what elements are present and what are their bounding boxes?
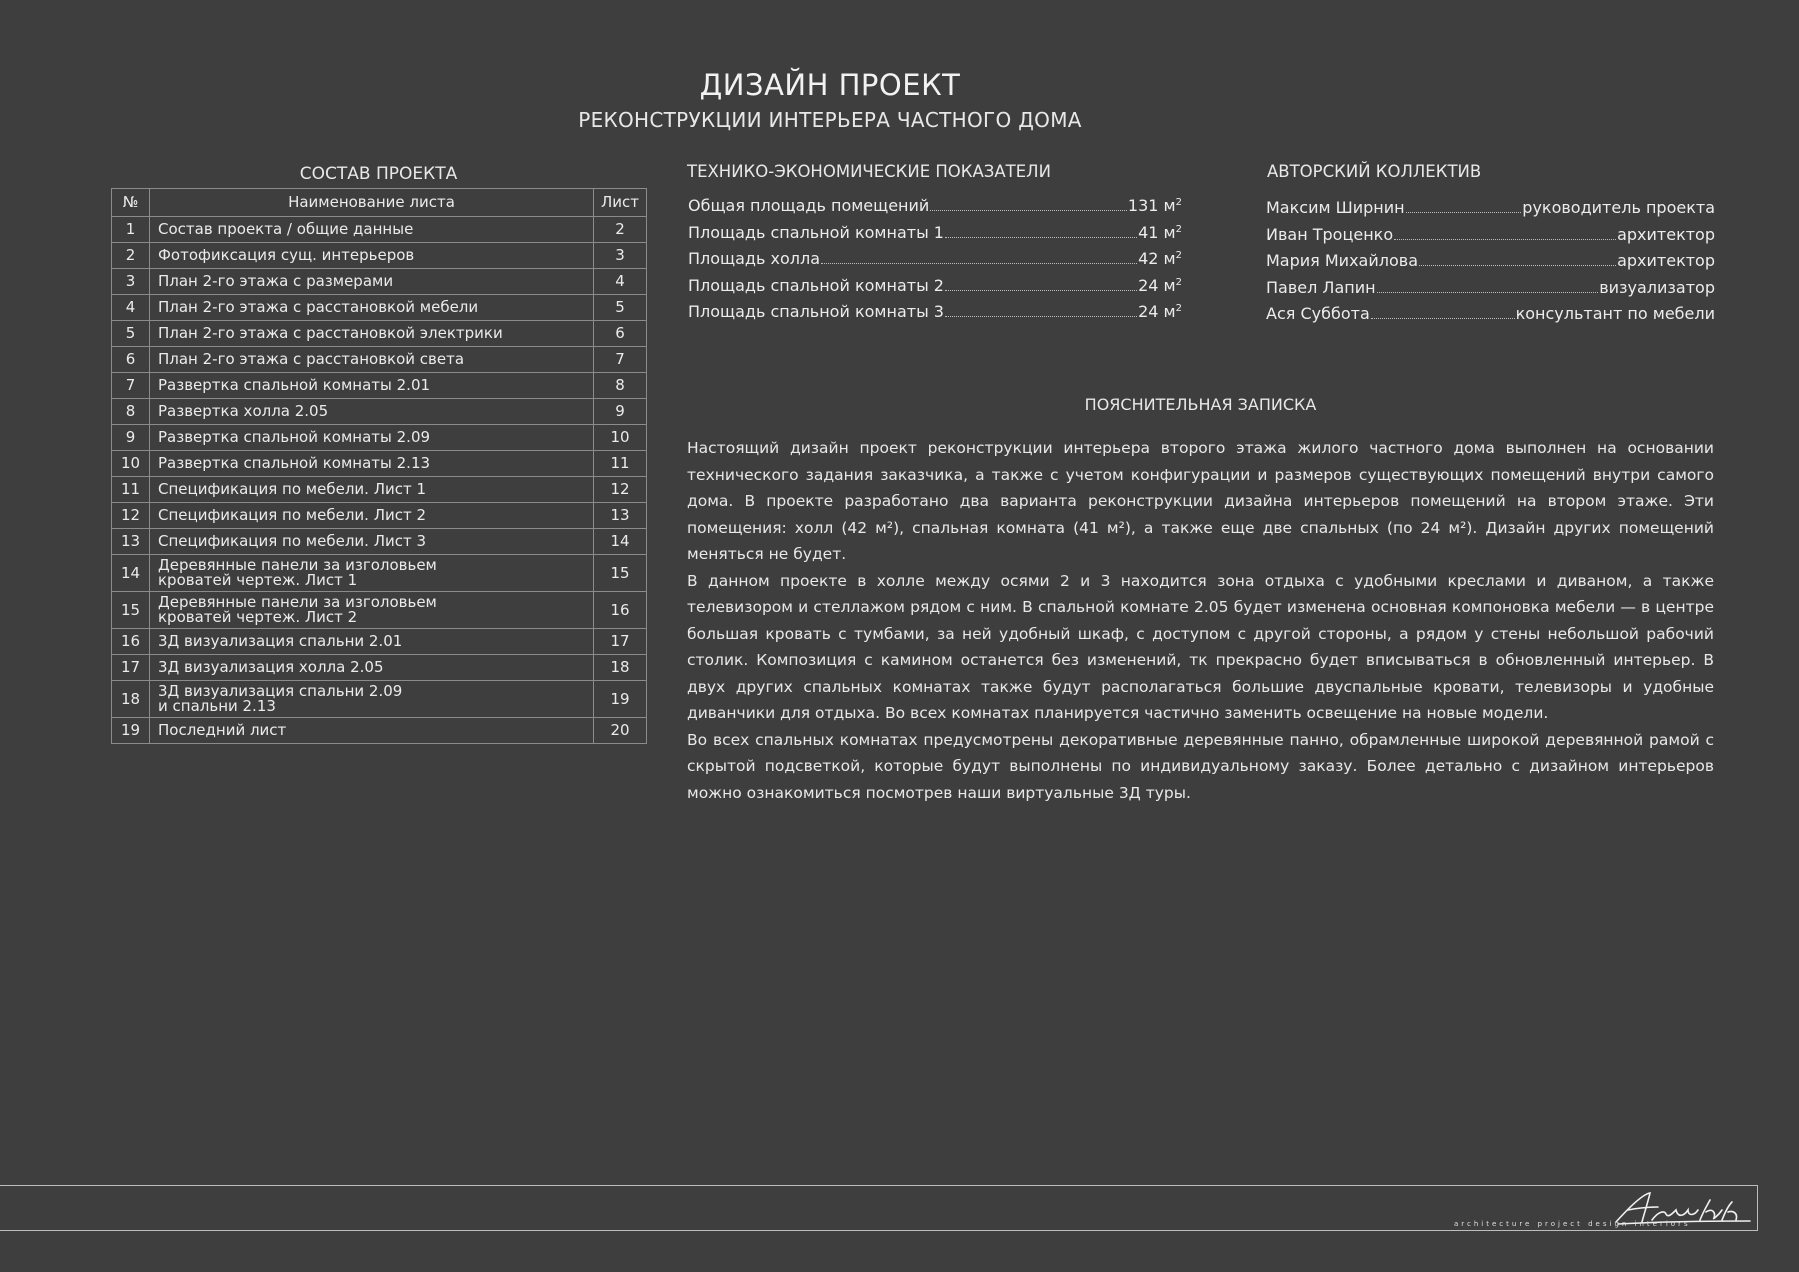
row-sheet-name-line: Спецификация по мебели. Лист 1 (158, 480, 427, 498)
indicator-label: Площадь спальной комнаты 2 (688, 275, 944, 295)
author-name: Ася Суббота (1266, 304, 1370, 323)
table-row (112, 629, 647, 655)
row-number: 15 (112, 592, 150, 629)
indicator-number: 24 (1138, 302, 1159, 321)
row-number: 13 (112, 529, 150, 555)
row-sheet-number: 5 (594, 295, 647, 321)
indicators-heading: ТЕХНИКО-ЭКОНОМИЧЕСКИЕ ПОКАЗАТЕЛИ (687, 162, 1051, 181)
row-sheet-name-line: Развертка холла 2.05 (158, 402, 329, 420)
indicator-label: Общая площадь помещений (688, 196, 930, 215)
row-sheet-number: 4 (594, 269, 647, 295)
table-row (112, 347, 647, 373)
table-row (112, 555, 647, 592)
row-sheet-number: 8 (594, 373, 647, 399)
table-row (112, 243, 647, 269)
contents-heading: СОСТАВ ПРОЕКТА (299, 164, 458, 184)
unit-power: 2 (1175, 303, 1182, 314)
indicator-number: 131 (1127, 196, 1159, 215)
row-sheet-name (150, 529, 594, 555)
indicator-unit: м (1163, 249, 1176, 268)
row-sheet-name (150, 399, 594, 425)
row-sheet-name-line: Спецификация по мебели. Лист 2 (158, 506, 427, 524)
table-row (112, 399, 647, 425)
table-row (112, 373, 647, 399)
row-sheet-number: 15 (594, 555, 647, 592)
indicator-row (688, 249, 1182, 276)
indicator-unit: м (1163, 302, 1176, 321)
row-sheet-number: 10 (594, 425, 647, 451)
indicator-value (1138, 302, 1182, 321)
note-paragraph: В данном проекте в холле между осями 2 и 3 находится зона отдыха с удобными креслами и диваном, а также телевизором и стеллажом рядом с ним. В спальной комнате 2.05 будет изменена основная компоновка мебели — в центре большая кровать с тумбами, за ней удобный шкаф, с доступом с другой стороны, а рядом у стены небольшой рабочий столик. Композиция с камином останется без изменений, тк прекрасно будет вписываться в обновленный интерьер. В двух других спальных комнатах также будут располагаться большие двуспальные кровати, телевизоры и удобные диванчики для отдыха. Во всех комнатах планируется частично заменить освещение на новые модели. (687, 571, 1714, 722)
row-sheet-number: 13 (594, 503, 647, 529)
row-sheet-name-line: Спецификация по мебели. Лист 3 (158, 532, 427, 550)
row-sheet-name-line: Деревянные панели за изголовьем (158, 556, 437, 574)
author-row (1266, 304, 1715, 331)
row-number: 3 (112, 269, 150, 295)
row-number: 7 (112, 373, 150, 399)
indicator-value (1128, 196, 1182, 215)
row-sheet-name-line: Деревянные панели за изголовьем (158, 593, 437, 611)
row-number: 16 (112, 629, 150, 655)
row-sheet-name (150, 347, 594, 373)
row-sheet-name (150, 373, 594, 399)
table-row (112, 592, 647, 629)
contents-table (111, 188, 647, 744)
column-header-number: № (112, 189, 150, 217)
dot-leader (1394, 239, 1616, 240)
row-sheet-number: 17 (594, 629, 647, 655)
row-number: 14 (112, 555, 150, 592)
row-number: 12 (112, 503, 150, 529)
indicator-row (688, 223, 1182, 250)
row-sheet-name-line: 3Д визуализация спальни 2.01 (158, 632, 403, 650)
author-role: архитектор (1617, 224, 1715, 244)
indicator-label: Площадь холла (688, 249, 821, 268)
row-sheet-name-line2: кроватей чертеж. Лист 1 (158, 571, 358, 589)
row-number: 18 (112, 681, 150, 718)
author-name: Иван Троценко (1266, 224, 1394, 244)
indicator-unit: м (1163, 222, 1176, 242)
row-sheet-name-line: Последний лист (158, 721, 287, 739)
author-row (1266, 225, 1715, 252)
table-row (112, 321, 647, 347)
column-header-name: Наименование листа (150, 189, 594, 217)
row-sheet-name-line: Фотофиксация сущ. интерьеров (158, 246, 415, 264)
author-role: руководитель проекта (1522, 198, 1715, 217)
table-row (112, 425, 647, 451)
row-sheet-name (150, 243, 594, 269)
row-sheet-number: 14 (594, 529, 647, 555)
authors-heading: АВТОРСКИЙ КОЛЛЕКТИВ (1267, 162, 1482, 181)
indicators-list (688, 196, 1182, 329)
author-role: консультант по мебели (1515, 304, 1715, 323)
table-row (112, 529, 647, 555)
row-sheet-name-line: План 2-го этажа с расстановкой электрики (158, 324, 503, 342)
row-sheet-name (150, 217, 594, 243)
dot-leader (1419, 265, 1616, 266)
row-number: 17 (112, 655, 150, 681)
row-sheet-number: 7 (594, 347, 647, 373)
dot-leader (1371, 318, 1515, 319)
indicator-value (1138, 223, 1182, 242)
author-name: Мария Михайлова (1266, 251, 1418, 270)
row-sheet-name-line: План 2-го этажа с расстановкой света (158, 350, 465, 368)
row-sheet-name-line: План 2-го этажа с расстановкой мебели (158, 298, 479, 316)
row-sheet-name-line: План 2-го этажа с размерами (158, 272, 394, 290)
indicator-row (688, 276, 1182, 303)
dot-leader (945, 316, 1137, 317)
row-number: 11 (112, 477, 150, 503)
table-row (112, 655, 647, 681)
row-number: 8 (112, 399, 150, 425)
row-number: 2 (112, 243, 150, 269)
row-sheet-name (150, 503, 594, 529)
row-sheet-name (150, 629, 594, 655)
indicator-unit: м (1163, 275, 1176, 295)
row-number: 5 (112, 321, 150, 347)
row-sheet-name (150, 321, 594, 347)
authors-list (1266, 198, 1715, 331)
indicator-label: Площадь спальной комнаты 1 (688, 222, 944, 242)
dot-leader (945, 237, 1137, 238)
row-sheet-name (150, 477, 594, 503)
row-sheet-name-line2: кроватей чертеж. Лист 2 (158, 608, 358, 626)
row-sheet-number: 19 (594, 681, 647, 718)
row-sheet-name (150, 451, 594, 477)
table-row (112, 295, 647, 321)
row-sheet-number: 3 (594, 243, 647, 269)
author-role: архитектор (1617, 251, 1715, 270)
table-row (112, 503, 647, 529)
note-heading: ПОЯСНИТЕЛЬНАЯ ЗАПИСКА (1084, 395, 1317, 414)
row-sheet-name-line: Развертка спальной комнаты 2.13 (158, 454, 431, 472)
indicator-row (688, 302, 1182, 329)
row-sheet-number: 9 (594, 399, 647, 425)
dot-leader (821, 263, 1137, 264)
indicator-number: 41 (1138, 222, 1159, 242)
unit-power: 2 (1175, 197, 1182, 208)
indicator-label: Площадь спальной комнаты 3 (688, 302, 944, 321)
table-row (112, 718, 647, 744)
row-sheet-name (150, 269, 594, 295)
table-row (112, 217, 647, 243)
note-paragraph: Во всех спальных комнатах предусмотрены декоративные деревянные панно, обрамленные широкой деревянной рамой с скрытой подсветкой, которые будут выполнены по индивидуальному заказу. Более детально с дизайном интерьеров можно ознакомиться посмотрев наши виртуальные 3Д туры. (687, 730, 1714, 802)
logo-tagline: architecture project design interiors (1454, 1220, 1691, 1228)
author-row (1266, 198, 1715, 225)
row-sheet-number: 2 (594, 217, 647, 243)
page-subtitle: РЕКОНСТРУКЦИИ ИНТЕРЬЕРА ЧАСТНОГО ДОМА (578, 108, 1082, 132)
row-sheet-number: 18 (594, 655, 647, 681)
row-sheet-name (150, 655, 594, 681)
note-paragraph: Настоящий дизайн проект реконструкции интерьера второго этажа жилого частного дома выполнен на основании технического задания заказчика, а также с учетом конфигурации и размеров существующих помещений внутри самого дома. В проекте разработано два варианта реконструкции дизайна интерьеров помещений на втором этаже. Эти помещения: холл (42 м²), спальная комната (41 м²), а также еще две спальных (по 24 м²). Дизайн других помещений меняться не будет. (687, 439, 1714, 563)
row-sheet-number: 6 (594, 321, 647, 347)
table-row (112, 269, 647, 295)
dot-leader (1377, 292, 1599, 293)
author-name: Максим Ширнин (1266, 198, 1405, 217)
dot-leader (1406, 212, 1522, 213)
row-sheet-name-line: Развертка спальной комнаты 2.01 (158, 376, 431, 394)
row-sheet-number: 20 (594, 718, 647, 744)
author-row (1266, 251, 1715, 278)
row-sheet-number: 16 (594, 592, 647, 629)
dot-leader (945, 290, 1137, 291)
row-sheet-name-line: Состав проекта / общие данные (158, 220, 414, 238)
column-header-sheet: Лист (594, 189, 647, 217)
table-row (112, 681, 647, 718)
explanatory-note (687, 435, 1714, 806)
row-sheet-name (150, 592, 594, 629)
table-row (112, 451, 647, 477)
indicator-number: 24 (1138, 275, 1159, 295)
row-number: 19 (112, 718, 150, 744)
row-number: 10 (112, 451, 150, 477)
row-number: 4 (112, 295, 150, 321)
row-sheet-name (150, 425, 594, 451)
row-sheet-name-line: Развертка спальной комнаты 2.09 (158, 428, 431, 446)
unit-power: 2 (1175, 223, 1182, 235)
indicator-unit: м (1163, 196, 1176, 215)
row-sheet-name (150, 681, 594, 718)
row-sheet-number: 12 (594, 477, 647, 503)
dot-leader (930, 210, 1127, 211)
indicator-value (1138, 276, 1182, 295)
author-role: визуализатор (1599, 277, 1715, 297)
row-number: 9 (112, 425, 150, 451)
row-sheet-name-line: 3Д визуализация холла 2.05 (158, 658, 384, 676)
unit-power: 2 (1175, 276, 1182, 288)
page-title: ДИЗАЙН ПРОЕКТ (699, 68, 961, 102)
row-sheet-name-line: 3Д визуализация спальни 2.09 (158, 682, 403, 700)
row-sheet-name (150, 718, 594, 744)
indicator-row (688, 196, 1182, 223)
row-sheet-name (150, 555, 594, 592)
contents-header-row (112, 189, 647, 217)
indicator-number: 42 (1138, 249, 1159, 268)
unit-power: 2 (1175, 250, 1182, 261)
row-number: 1 (112, 217, 150, 243)
row-sheet-name-line2: и спальни 2.13 (158, 697, 276, 715)
row-sheet-number: 11 (594, 451, 647, 477)
author-name: Павел Лапин (1266, 277, 1376, 297)
row-sheet-name (150, 295, 594, 321)
table-row (112, 477, 647, 503)
indicator-value (1138, 249, 1182, 268)
row-number: 6 (112, 347, 150, 373)
author-row (1266, 278, 1715, 305)
